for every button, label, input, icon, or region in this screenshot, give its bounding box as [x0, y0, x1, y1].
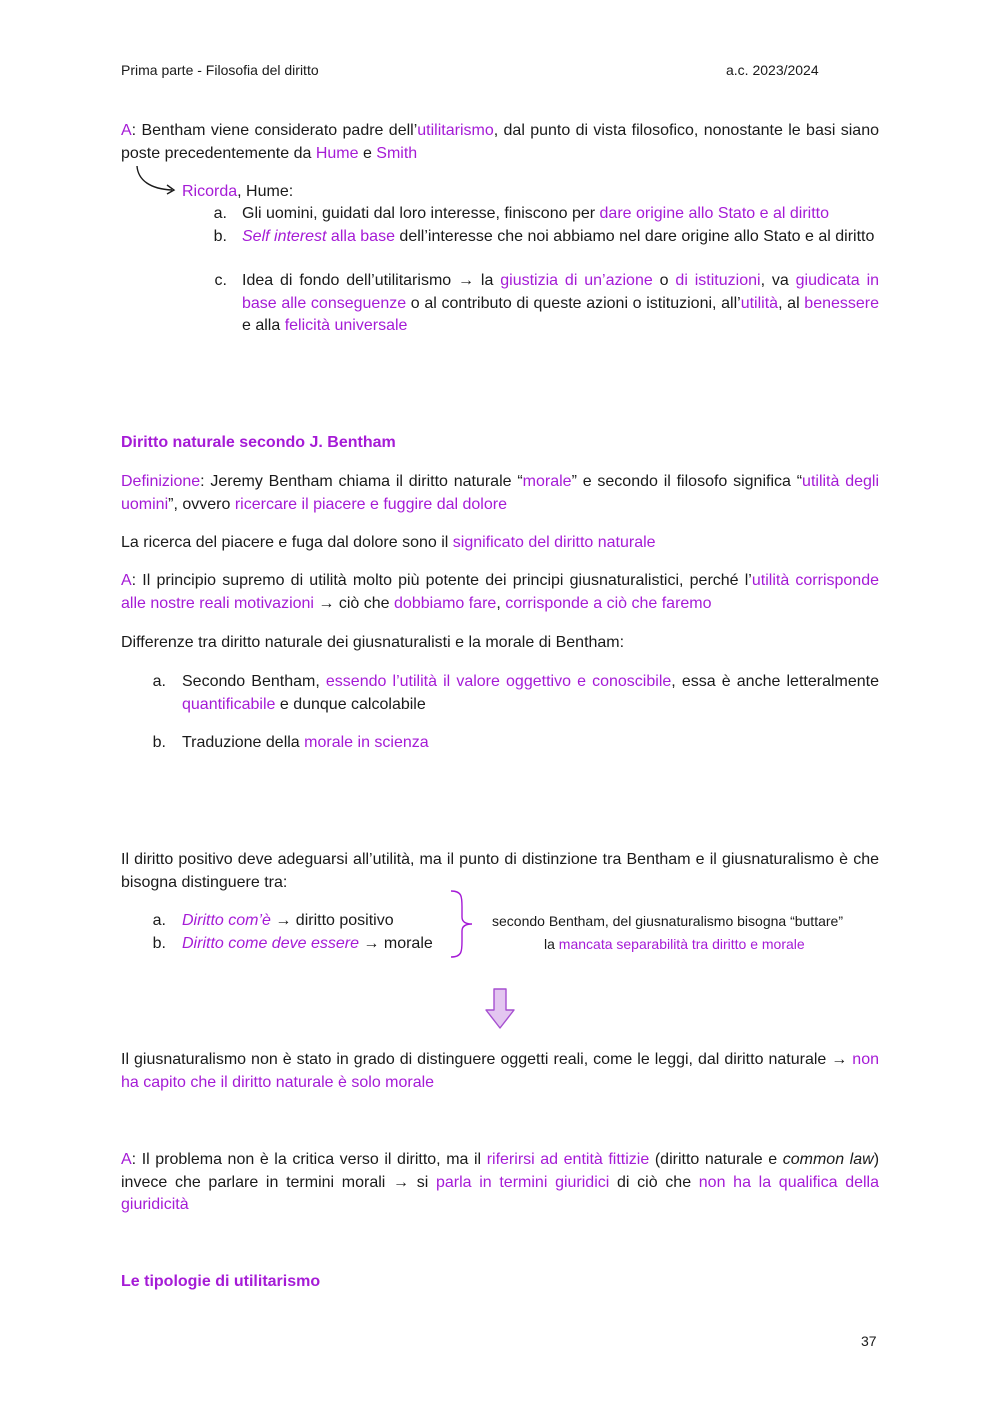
- list-item-diritto-deve-essere: Diritto come deve essere → morale: [182, 935, 433, 952]
- paragraph-diritto-positivo: Il diritto positivo deve adeguarsi all’utilità, ma il punto di distinzione tra Bentham e il giusnaturalismo è che bisogna distinguere tra:: [121, 851, 879, 891]
- header-left: Prima parte - Filosofia del diritto: [121, 62, 319, 78]
- section-heading-diritto-naturale: Diritto naturale secondo J. Bentham: [121, 434, 396, 451]
- list-label-a: a.: [152, 912, 166, 929]
- paragraph-differenze-intro: Differenze tra diritto naturale dei giusnaturalisti e la morale di Bentham:: [121, 634, 625, 651]
- list-item-diritto-come: Diritto com’è → diritto positivo: [182, 912, 394, 929]
- list-item-hume-b: Self interest alla base dell’interesse che noi abbiamo nel dare origine allo Stato e al diritto: [242, 228, 875, 245]
- list-item-hume-a: Gli uomini, guidati dal loro interesse, finiscono per dare origine allo Stato e al diritto: [242, 205, 829, 222]
- list-label-a: a.: [152, 673, 166, 690]
- list-label-b: b.: [213, 228, 227, 245]
- list-item-differenze-b: Traduzione della morale in scienza: [182, 734, 429, 751]
- paragraph-giusnaturalismo: Il giusnaturalismo non è stato in grado di distinguere oggetti reali, come le leggi, dal diritto naturale → non ha capito che il diritto naturale è solo morale: [121, 1051, 879, 1091]
- paragraph-entita-fittizie: A: Il problema non è la critica verso il diritto, ma il riferirsi ad entità fittizie (diritto naturale e common law) invece che parlare in termini morali → si parla in termini giuridici di ciò che non ha la qualifica della giuridicità: [121, 1151, 880, 1213]
- paragraph-definizione: Definizione: Jeremy Bentham chiama il diritto naturale “morale” e secondo il filosofo significa “utilità degli uomini”, ovvero ricercare il piacere e fuggire dal dolore: [121, 473, 880, 513]
- paragraph-ricerca-piacere: La ricerca del piacere e fuga dal dolore sono il significato del diritto naturale: [121, 534, 656, 551]
- section-heading-tipologie: Le tipologie di utilitarismo: [121, 1273, 321, 1290]
- page-number: 37: [861, 1333, 877, 1349]
- brace-note-line2: la mancata separabilità tra diritto e morale: [544, 936, 805, 952]
- paragraph-bentham-utilitarismo: A: Bentham viene considerato padre dell’utilitarismo, dal punto di vista filosofico, nonostante le basi siano poste precedentemente da Hume e Smith: [121, 122, 880, 162]
- curved-arrow-icon: [134, 164, 180, 200]
- down-arrow-icon: [484, 988, 516, 1030]
- curly-brace-icon: [448, 889, 478, 959]
- header-right: a.c. 2023/2024: [726, 62, 819, 78]
- list-label-b: b.: [152, 935, 166, 952]
- list-label-c: c.: [214, 272, 227, 289]
- paragraph-principio-utilita: A: Il principio supremo di utilità molto più potente dei principi giusnaturalistici, perché l’utilità corrisponde alle nostre reali motivazioni → ciò che dobbiamo fare, corrisponde a ciò che faremo: [121, 572, 879, 612]
- ricorda-label: Ricorda, Hume:: [182, 183, 294, 200]
- list-label-b: b.: [152, 734, 166, 751]
- list-item-differenze-a: Secondo Bentham, essendo l’utilità il valore oggettivo e conoscibile, essa è anche letteralmente quantificabile e dunque calcolabile: [182, 673, 879, 713]
- list-label-a: a.: [213, 205, 227, 222]
- brace-note-line1: secondo Bentham, del giusnaturalismo bisogna “buttare”: [492, 913, 843, 929]
- list-item-hume-c: Idea di fondo dell’utilitarismo → la giustizia di un’azione o di istituzioni, va giudicata in base alle conseguenze o al contributo di queste azioni o istituzioni, all’utilità, al benessere e alla felicità universale: [242, 272, 880, 334]
